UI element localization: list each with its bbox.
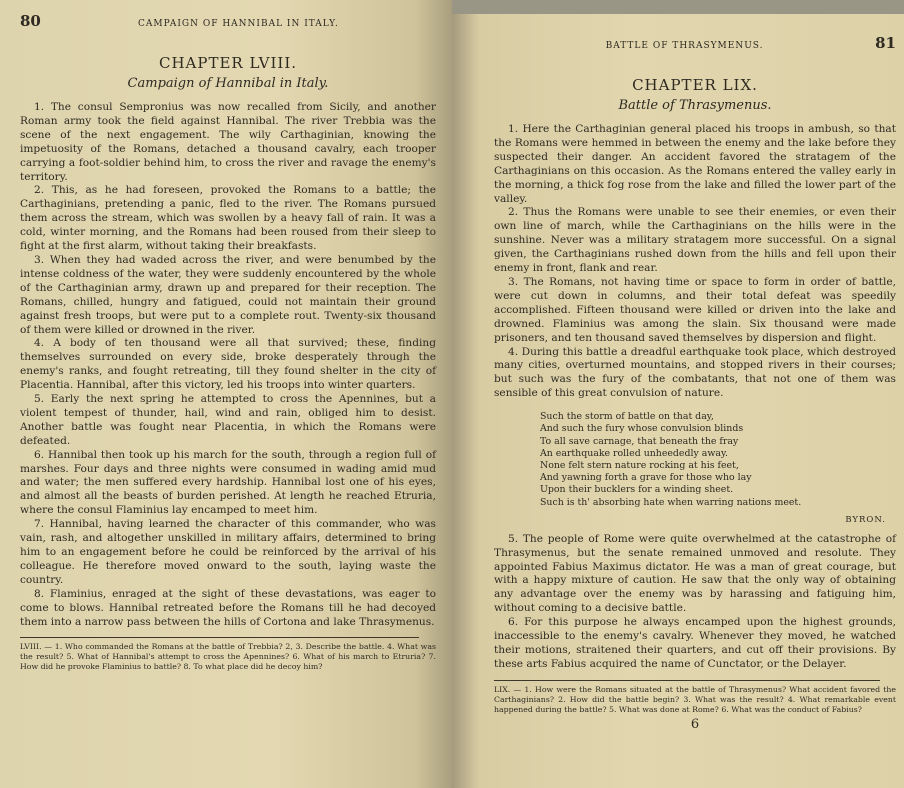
chapter-body	[20, 101, 436, 629]
poem-line: An earthquake rolled unheededly away.	[540, 447, 728, 459]
paragraph-2: 2. Thus the Romans were unable to see their enemies, or even their own line of march, while the Carthaginians on the hills were in the sunshine. Never was a military stratagem more successful. On a signal given, the Carthaginians rushed down from the hills and fell upon their enemy in front, flank and rear.	[494, 206, 896, 275]
paragraph-2: 2. This, as he had foreseen, provoked the Romans to a battle; the Carthaginians, pretending a panic, fled to the river. The Romans pursued them across the stream, which was swollen by a heavy fall of rain. It was a cold, winter morning, and the Romans had been roused from their sleep to fight at the first alarm, without taking their breakfasts.	[20, 184, 436, 253]
paragraph-3: 3. When they had waded across the river, and were benumbed by the intense coldness of the water, they were suddenly encountered by the whole of the Carthaginian army, drawn up and prepared for their reception. The Romans, chilled, hungry and fatigued, could not maintain their ground against fresh troops, but were put to a complete rout. Twenty-six thousand of them were killed or drowned in the river.	[20, 253, 436, 336]
page-number: 80	[20, 12, 41, 30]
footnote-rule	[494, 680, 880, 681]
right-page	[452, 14, 904, 788]
poem-quote	[540, 411, 896, 509]
chapter-title: CHAPTER LVIII.	[158, 54, 298, 72]
poem-line: Upon their bucklers for a winding sheet.	[540, 484, 734, 496]
page-number: 81	[875, 34, 896, 52]
poem-line: And such the fury whose convulsion blinds	[540, 423, 744, 435]
running-head-title: CAMPAIGN OF HANNIBAL IN ITALY.	[138, 19, 339, 29]
paragraph-1: 1. Here the Carthaginian general placed his troops in ambush, so that the Romans were hemmed in between the enemy and the lake before they suspected their danger. An accident favored the stratagem of the Carthaginians on this occasion. As the Romans entered the valley early in the morning, a thick fog rose from the lake and filled the lower part of the valley.	[494, 123, 896, 205]
paragraph-4: 4. A body of ten thousand were all that survived; these, finding themselves surrounded on every side, broke desperately through the enemy's ranks, and fought retreating, till they found shelter in the city of Placentia. Hannibal, after this victory, led his troops into winter quarters.	[20, 337, 436, 392]
paragraph-8: 8. Flaminius, enraged at the sight of these devastations, was eager to come to blows. Hannibal retreated before the Romans till he had decoyed them into a narrow pass between the hills of Cortona and lake Thrasymenus.	[20, 587, 436, 628]
poem-line: Such is th' absorbing hate when warring nations meet.	[540, 496, 802, 508]
poem-line: To all save carnage, that beneath the fray	[540, 435, 739, 447]
paragraph-5: 5. The people of Rome were quite overwhelmed at the catastrophe of Thrasymenus, but the senate remained unmoved and resolute. They appointed Fabius Maximus dictator. He was a man of great courage, but with a happy mixture of caution. He saw that the only way of obtaining any advantage over the enemy was by harassing and fatiguing him, without coming to a decisive battle.	[494, 532, 896, 615]
review-questions: LVIII. — 1. Who commanded the Romans at the battle of Trebbia? 2, 3. Describe the battle. 4. What was the result? 5. What of Hannibal's attempt to cross the Apennines? 6. What of his march to Etruria? 7. How did he provoke Flaminius to battle? 8. To what place did he decoy him?	[20, 642, 436, 672]
chapter-subtitle: Campaign of Hannibal in Italy.	[127, 76, 329, 91]
chapter-subtitle: Battle of Thrasymenus.	[618, 98, 772, 113]
paragraph-5: 5. Early the next spring he attempted to cross the Apennines, but a violent tempest of thunder, hail, wind and rain, obliged him to desist. Another battle was fought near Placentia, in which the Romans were defeated.	[20, 393, 436, 447]
poem-line: And yawning forth a grave for those who lay	[540, 472, 752, 484]
chapter-body-continued	[494, 533, 896, 672]
poem-line: Such the storm of battle on that day,	[540, 411, 714, 423]
paragraph-7: 7. Hannibal, having learned the character of this commander, who was vain, rash, and altogether unskilled in military affairs, determined to bring him to an engagement before he could be reinforced by the arrival of his colleague. He therefore moved onward to the south, laying waste the country.	[20, 518, 436, 586]
paragraph-6: 6. For this purpose he always encamped upon the highest grounds, inaccessible to the enemy's cavalry. Whenever they moved, he watched their motions, straitened their quarters, and cut off their provisions. By these arts Fabius acquired the name of Cunctator, or the Delayer.	[494, 616, 896, 670]
chapter-body	[494, 123, 896, 401]
poem-author: BYRON.	[845, 514, 886, 525]
running-header	[494, 34, 896, 52]
running-head-title: BATTLE OF THRASYMENUS.	[605, 41, 764, 51]
paragraph-4: 4. During this battle a dreadful earthquake took place, which destroyed many cities, overturned mountains, and stopped rivers in their courses; but such was the fury of the combatants, that not one of them was sensible of this great convulsion of nature.	[494, 345, 896, 400]
signature-mark: 6	[690, 716, 700, 732]
paragraph-1: 1. The consul Sempronius was now recalled from Sicily, and another Roman army took the field against Hannibal. The river Trebbia was the scene of the next engagement. The wily Carthaginian, knowing the impetuosity of the Romans, detached a thousand cavalry, each trooper carrying a foot-soldier behind him, to cross the river and ravage the enemy's territory.	[20, 101, 436, 183]
paragraph-6: 6. Hannibal then took up his march for the south, through a region full of marshes. Four days and three nights were consumed in wading amid mud and water; the men suffered every hardship. Hannibal lost one of his eyes, and almost all the beasts of burden perished. At length he reached Etruria, where the consul Flaminius lay encamped to meet him.	[20, 448, 436, 517]
paragraph-3: 3. The Romans, not having time or space to form in order of battle, were cut down in columns, and their total defeat was speedily accomplished. Fifteen thousand were killed or driven into the lake and drowned. Flaminius was among the slain. Six thousand were made prisoners, and ten thousand saved themselves by dispersion and flight.	[494, 275, 896, 344]
review-questions: LIX. — 1. How were the Romans situated at the battle of Thrasymenus? What accident favored the Carthaginians? 2. How did the battle begin? 3. What was the result? 4. What remarkable event happened during the battle? 5. What was done at Rome? 6. What was the conduct of Fabius?	[494, 684, 896, 714]
footnote-rule	[20, 637, 419, 638]
poem-line: None felt stern nature rocking at his feet,	[540, 459, 739, 471]
chapter-title: CHAPTER LIX.	[632, 76, 758, 94]
running-header	[20, 12, 436, 30]
